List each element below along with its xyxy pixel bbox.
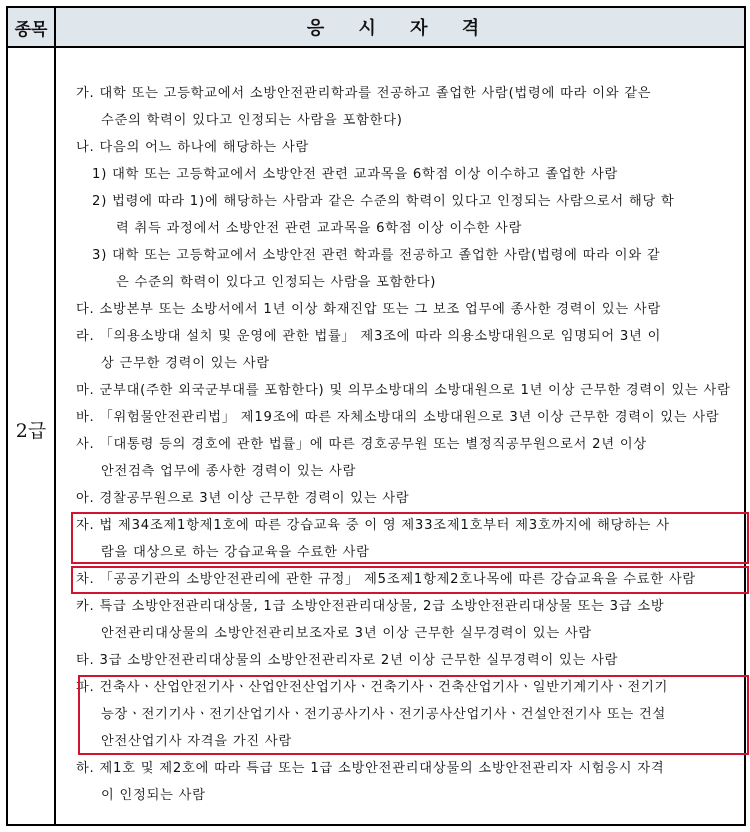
list-item: 하. 제1호 및 제2호에 따라 특급 또는 1급 소방안전관리대상물의 소방안전관리자 시험응시 자격 xyxy=(76,761,665,776)
list-item: 다. 소방본부 또는 소방서에서 1년 이상 화재진압 또는 그 보조 업무에 종사한 경력이 있는 사람 xyxy=(76,302,662,317)
grade-label: 2급 xyxy=(15,420,47,442)
list-item: 안전산업기사 자격을 가진 사람 xyxy=(101,734,292,749)
list-item: 자. 법 제34조제1항제1호에 따른 강습교육 중 이 영 제33조제1호부터 제3호까지에 해당하는 사 xyxy=(76,518,670,533)
list-item: 바. 「위험물안전관리법」 제19조에 따른 자체소방대의 소방대원으로 3년 이상 근무한 경력이 있는 사람 xyxy=(76,410,720,425)
list-item: 타. 3급 소방안전관리대상물의 소방안전관리자로 2년 이상 근무한 실무경력이 있는 사람 xyxy=(76,653,619,668)
list-item: 가. 대학 또는 고등학교에서 소방안전관리학과를 전공하고 졸업한 사람(법령에 따라 이와 같은 xyxy=(76,86,652,101)
list-item: 람을 대상으로 하는 강습교육을 수료한 사람 xyxy=(101,545,370,560)
list-item: 력 취득 과정에서 소방안전 관련 교과목을 6학점 이상 이수한 사람 xyxy=(116,221,523,236)
qualification-list xyxy=(56,48,744,824)
list-item: 안전검측 업무에 종사한 경력이 있는 사람 xyxy=(101,464,357,479)
list-item: 마. 군부대(주한 외국군부대를 포함한다) 및 의무소방대의 소방대원으로 1년 이상 근무한 경력이 있는 사람 xyxy=(76,383,731,398)
list-item: 사. 「대통령 등의 경호에 관한 법률」에 따른 경호공무원 또는 별정직공무원으로서 2년 이상 xyxy=(76,437,647,452)
list-item: 3) 대학 또는 고등학교에서 소방안전 관련 학과를 전공하고 졸업한 사람(법령에 따라 이와 같 xyxy=(92,248,661,263)
list-item: 능장ㆍ전기기사ㆍ전기산업기사ㆍ전기공사기사ㆍ전기공사산업기사ㆍ건설안전기사 또는 건설 xyxy=(101,707,667,722)
grade-cell xyxy=(8,48,56,824)
list-item: 아. 경찰공무원으로 3년 이상 근무한 경력이 있는 사람 xyxy=(76,491,410,506)
table-header xyxy=(8,8,744,48)
list-item: 은 수준의 학력이 있다고 인정되는 사람을 포함한다) xyxy=(116,275,437,290)
list-item: 나. 다음의 어느 하나에 해당하는 사람 xyxy=(76,140,310,155)
list-item: 상 근무한 경력이 있는 사람 xyxy=(101,356,270,371)
list-item: 라. 「의용소방대 설치 및 운영에 관한 법률」 제3조에 따라 의용소방대원으로 임명되어 3년 이 xyxy=(76,329,662,344)
highlight-box-cha xyxy=(71,566,749,594)
qualification-table xyxy=(6,6,746,826)
list-item: 2) 법령에 따라 1)에 해당하는 사람과 같은 수준의 학력이 있다고 인정되는 사람으로서 해당 학 xyxy=(92,194,675,209)
list-item: 수준의 학력이 있다고 인정되는 사람을 포함한다) xyxy=(101,113,403,128)
header-category: 종목 xyxy=(8,8,56,46)
list-item: 1) 대학 또는 고등학교에서 소방안전 관련 교과목을 6학점 이상 이수하고 졸업한 사람 xyxy=(92,167,619,182)
list-item: 이 인정되는 사람 xyxy=(101,788,206,803)
list-item: 안전관리대상물의 소방안전관리보조자로 3년 이상 근무한 실무경력이 있는 사람 xyxy=(101,626,592,641)
highlight-box-pa xyxy=(78,675,749,755)
list-item: 차. 「공공기관의 소방안전관리에 관한 규정」 제5조제1항제2호나목에 따른 강습교육을 수료한 사람 xyxy=(76,572,696,587)
list-item: 파. 건축사ㆍ산업안전기사ㆍ산업안전산업기사ㆍ건축기사ㆍ건축산업기사ㆍ일반기계기사ㆍ전기기 xyxy=(76,680,669,695)
header-qualification: 응 시 자 격 xyxy=(306,18,494,39)
list-item: 카. 특급 소방안전관리대상물, 1급 소방안전관리대상물, 2급 소방안전관리대상물 또는 3급 소방 xyxy=(76,599,665,614)
highlight-box-ja xyxy=(71,512,749,564)
